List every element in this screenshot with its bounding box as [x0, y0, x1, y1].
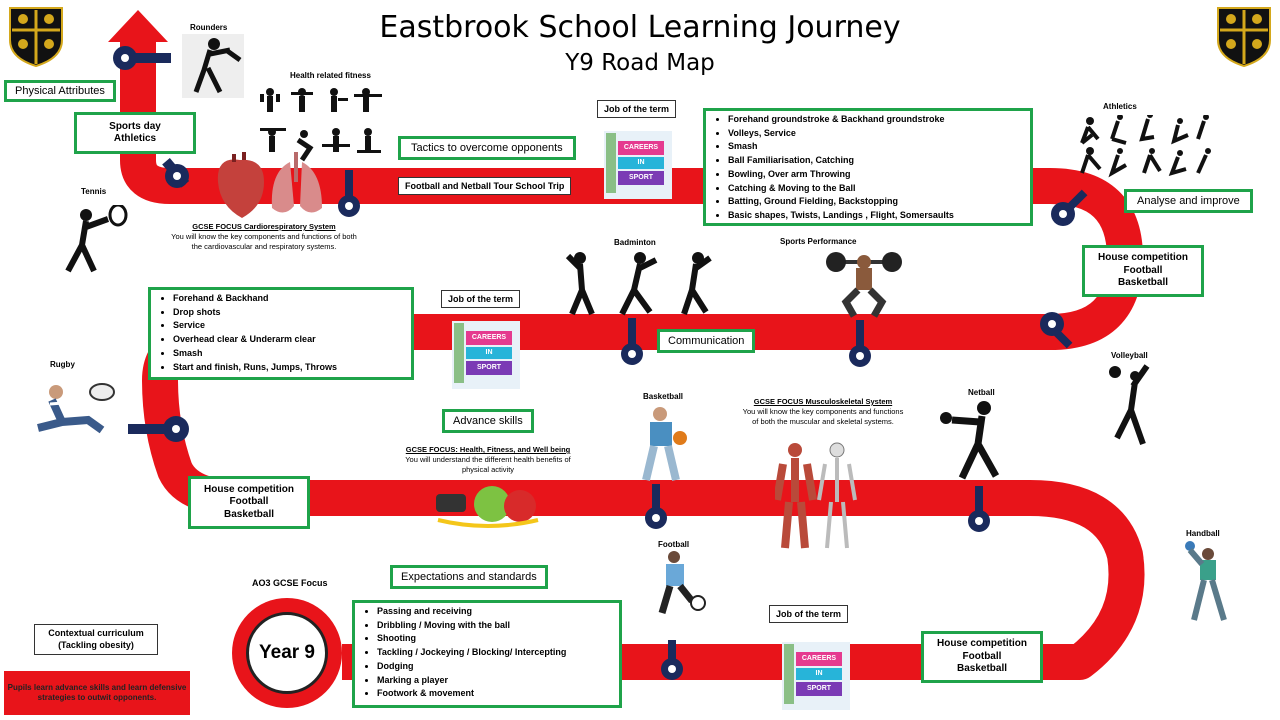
ao3-label: AO3 GCSE Focus [252, 578, 328, 588]
year-badge [232, 598, 342, 708]
basketball-icon [632, 404, 690, 482]
page-subtitle: Y9 Road Map [565, 50, 715, 76]
sports-day-box: Sports day Athletics [74, 112, 196, 154]
careers-in-sport-icon: CAREERS IN SPORT [452, 321, 520, 389]
musculo-focus-text: GCSE FOCUS Musculoskeletal System You will know the key components and functions of both the muscular and skeletal systems. [742, 397, 904, 427]
skills-list-middle: • Forehand & Backhand • Drop shots • Service • Overhead clear & Underarm clear • Smash • Start and finish, Runs, Jumps, Throws [148, 287, 414, 380]
basketball-label: Basketball [643, 392, 684, 401]
house-competition-box: House competition Football Basketball [1082, 245, 1204, 297]
careers-in-sport-icon: CAREERS IN SPORT [604, 131, 672, 199]
pupils-summary: Pupils learn advance skills and learn defensive strategies to outwit opponents. [4, 671, 190, 715]
job-term-box: Job of the term [769, 605, 848, 623]
rugby-label: Rugby [50, 360, 75, 369]
netball-icon [940, 400, 1010, 480]
athletics-label: Athletics [1103, 102, 1137, 111]
trip-box: Football and Netball Tour School Trip [398, 177, 571, 195]
job-term-box: Job of the term [597, 100, 676, 118]
house-competition-box: House competition Football Basketball [188, 476, 310, 529]
expectations-box: Expectations and standards [390, 565, 548, 589]
physical-attributes-box: Physical Attributes [4, 80, 116, 102]
careers-in-sport-icon: CAREERS IN SPORT [782, 642, 850, 710]
rounders-label: Rounders [190, 23, 228, 32]
page-title: Eastbrook School Learning Journey [379, 10, 901, 45]
rounders-icon [182, 34, 244, 98]
netball-label: Netball [968, 388, 995, 397]
contextual-curriculum-box: Contextual curriculum (Tackling obesity) [34, 624, 158, 655]
skeleton-muscles-icon [775, 442, 861, 552]
healthy-food-icon [432, 480, 544, 532]
job-term-box: Job of the term [441, 290, 520, 308]
athletics-icon [1078, 115, 1214, 179]
health-focus-text: GCSE FOCUS: Health, Fitness, and Well being You will understand the different health benefits of physical activity [405, 445, 571, 475]
volleyball-label: Volleyball [1111, 351, 1148, 360]
house-competition-box: House competition Football Basketball [921, 631, 1043, 683]
tennis-icon [60, 205, 132, 275]
heart-lungs-icon [210, 152, 326, 222]
skills-list-top: • Forehand groundstroke & Backhand groundstroke • Volleys, Service • Smash • Ball Familiarisation, Catching • Bowling, Over arm Throwing • Catching & Moving to the Ball • Batting, Ground Fielding, Backstopping • Basic shapes, Twists, Landings , Flight, Somersaults [703, 108, 1033, 226]
badminton-label: Badminton [614, 238, 656, 247]
sports-performance-label: Sports Performance [780, 237, 857, 246]
weightlifting-icon [826, 246, 902, 318]
communication-box: Communication [657, 329, 755, 353]
advance-skills-box: Advance skills [442, 409, 534, 433]
health-fitness-label: Health related fitness [290, 71, 371, 80]
volleyball-icon [1103, 362, 1163, 448]
tennis-label: Tennis [81, 187, 107, 196]
badminton-icon [560, 250, 722, 316]
tactics-box: Tactics to overcome opponents [398, 136, 576, 160]
cardio-focus-text: GCSE FOCUS Cardiorespiratory System You will know the key components and functions of both the cardiovascular and respiratory systems. [171, 222, 357, 252]
handball-icon [1176, 540, 1238, 624]
football-label: Football [658, 540, 690, 549]
rugby-icon [28, 378, 118, 454]
year-label: Year 9 [246, 612, 328, 694]
handball-label: Handball [1186, 529, 1220, 538]
analyse-box: Analyse and improve [1124, 189, 1253, 213]
skills-list-bottom: • Passing and receiving • Dribbling / Moving with the ball • Shooting • Tackling / Jockeying / Blocking/ Intercepting • Dodging • Marking a player • Footwork & movement [352, 600, 622, 708]
football-icon [648, 549, 708, 629]
